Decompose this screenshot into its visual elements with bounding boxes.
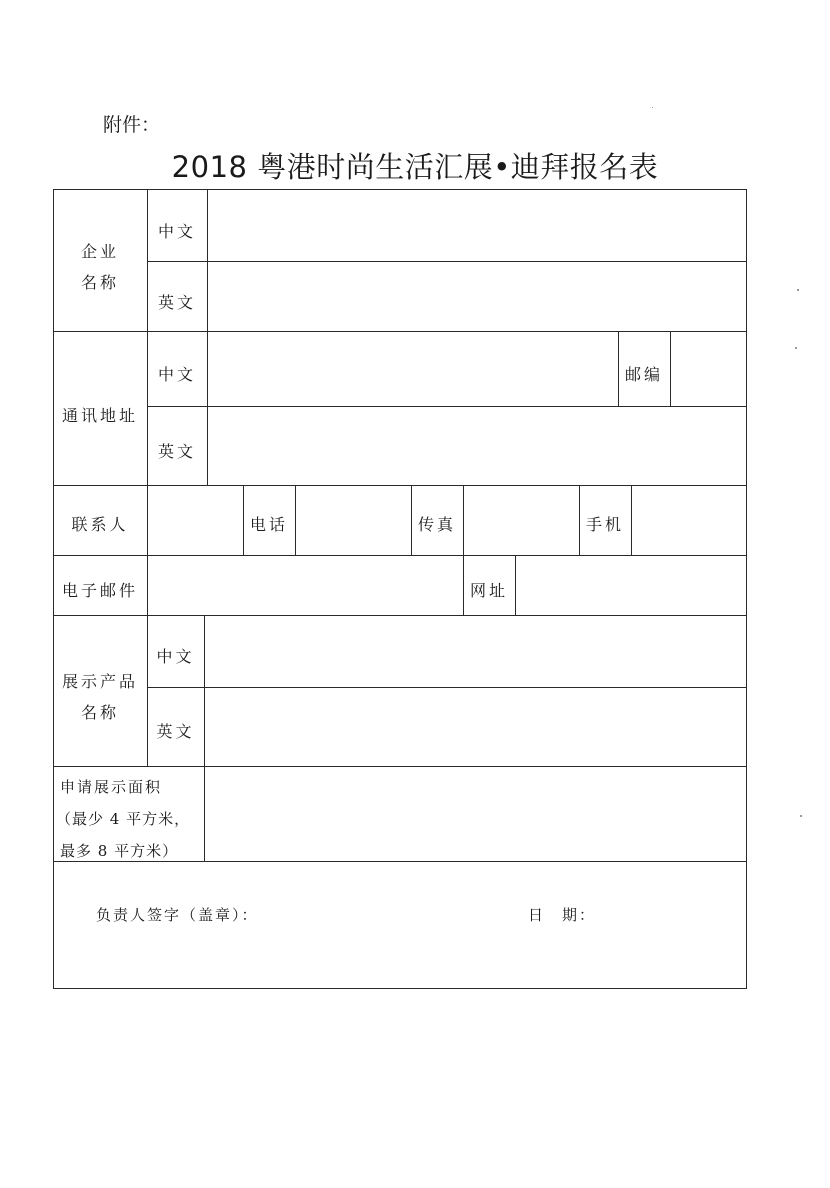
email-label: 电子邮件	[61, 581, 138, 600]
company-name-en-field[interactable]	[209, 263, 745, 330]
grid-line	[463, 485, 464, 555]
product-name-zh-label: 中文	[156, 647, 195, 666]
grid-line	[204, 766, 205, 861]
grid-line	[53, 555, 747, 556]
grid-line	[147, 615, 148, 766]
product-name-en-field[interactable]	[206, 689, 745, 765]
grid-line	[207, 331, 208, 485]
grid-line	[295, 485, 296, 555]
address-label: 通讯地址	[61, 406, 138, 425]
company-name-label-line2: 名称	[80, 273, 119, 292]
grid-line	[670, 331, 671, 406]
exhibition-area-field[interactable]	[206, 768, 745, 860]
signature-label: 负责人签字（盖章）：	[96, 906, 259, 924]
contact-person-label: 联系人	[71, 515, 129, 534]
grid-line	[147, 261, 747, 262]
exhibition-area-label-line1: 申请展示面积	[60, 778, 163, 796]
grid-line	[147, 555, 148, 615]
company-name-label-line1: 企业	[80, 242, 119, 261]
website-field[interactable]	[517, 557, 745, 614]
product-name-zh-field[interactable]	[206, 617, 745, 686]
phone-label: 电话	[249, 515, 288, 534]
website-label: 网址	[469, 581, 508, 600]
signature-area[interactable]	[55, 863, 745, 987]
grid-line	[53, 331, 747, 332]
form-title: 2018 粤港时尚生活汇展•迪拜报名表	[171, 150, 659, 184]
fax-field[interactable]	[465, 487, 578, 554]
postcode-label: 邮编	[624, 365, 663, 384]
product-name-label-line1: 展示产品	[61, 672, 138, 691]
contact-person-field[interactable]	[149, 487, 242, 554]
grid-line	[207, 189, 208, 331]
fax-label: 传真	[417, 515, 456, 534]
address-zh-field[interactable]	[209, 333, 617, 405]
grid-line	[53, 861, 747, 862]
grid-line	[147, 687, 747, 688]
product-name-label-line2: 名称	[80, 703, 119, 722]
company-name-zh-label: 中文	[157, 222, 196, 241]
company-name-en-label: 英文	[157, 293, 196, 312]
mobile-label: 手机	[585, 515, 624, 534]
grid-line	[53, 766, 747, 767]
grid-line	[515, 555, 516, 615]
grid-line	[147, 485, 148, 555]
grid-line	[631, 485, 632, 555]
company-name-zh-field[interactable]	[209, 191, 745, 260]
scan-speck	[800, 815, 802, 817]
email-field[interactable]	[149, 557, 462, 614]
grid-line	[53, 615, 747, 616]
grid-line	[147, 406, 747, 407]
postcode-field[interactable]	[672, 333, 745, 405]
scan-speck	[797, 289, 799, 291]
grid-line	[204, 615, 205, 766]
scan-speck	[652, 107, 653, 108]
scan-speck	[795, 347, 797, 349]
phone-field[interactable]	[297, 487, 410, 554]
address-en-label: 英文	[157, 442, 196, 461]
mobile-field[interactable]	[633, 487, 745, 554]
address-en-field[interactable]	[209, 408, 745, 484]
product-name-en-label: 英文	[156, 722, 195, 741]
grid-line	[53, 485, 747, 486]
date-label: 日 期：	[528, 906, 597, 924]
attachment-label: 附件：	[103, 114, 161, 136]
address-zh-label: 中文	[157, 365, 196, 384]
exhibition-area-label-line3: 最多 8 平方米）	[60, 842, 179, 860]
exhibition-area-label-line2: （最少 4 平方米，	[56, 810, 191, 828]
